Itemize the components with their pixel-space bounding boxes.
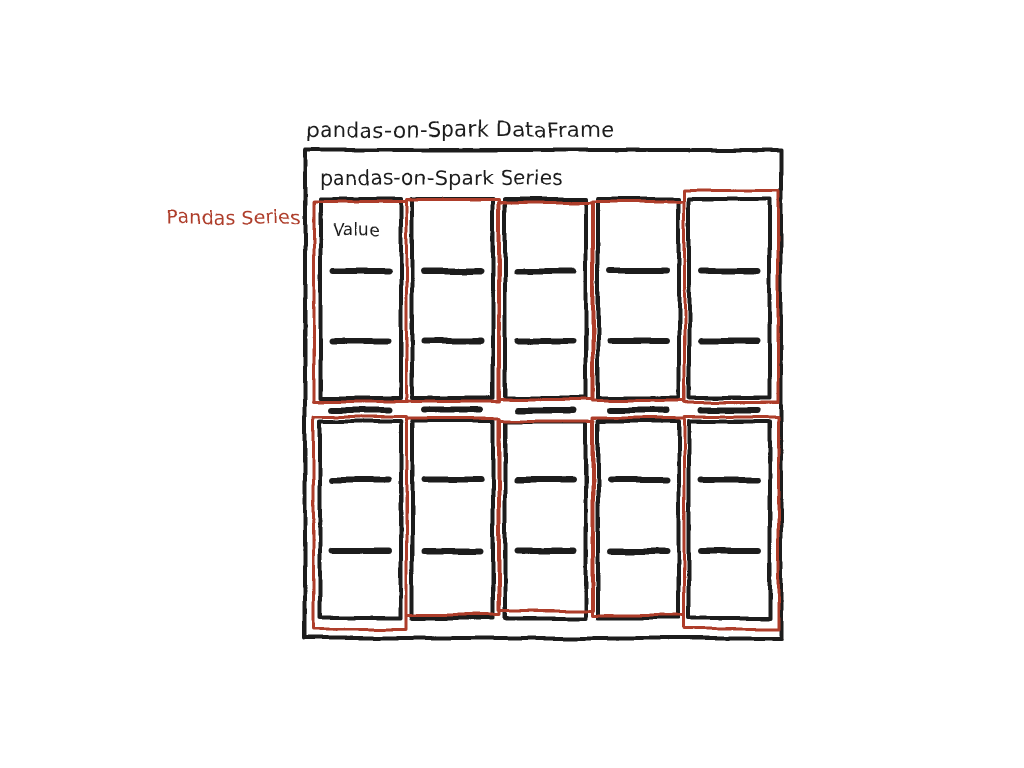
dataframe-title: pandas-on-Spark DataFrame bbox=[306, 118, 615, 142]
dataframe-box bbox=[303, 148, 783, 640]
pandas-series-label: Pandas Series bbox=[166, 207, 301, 229]
series-label: pandas-on-Spark Series bbox=[320, 166, 563, 190]
value-header: Value bbox=[332, 221, 381, 241]
